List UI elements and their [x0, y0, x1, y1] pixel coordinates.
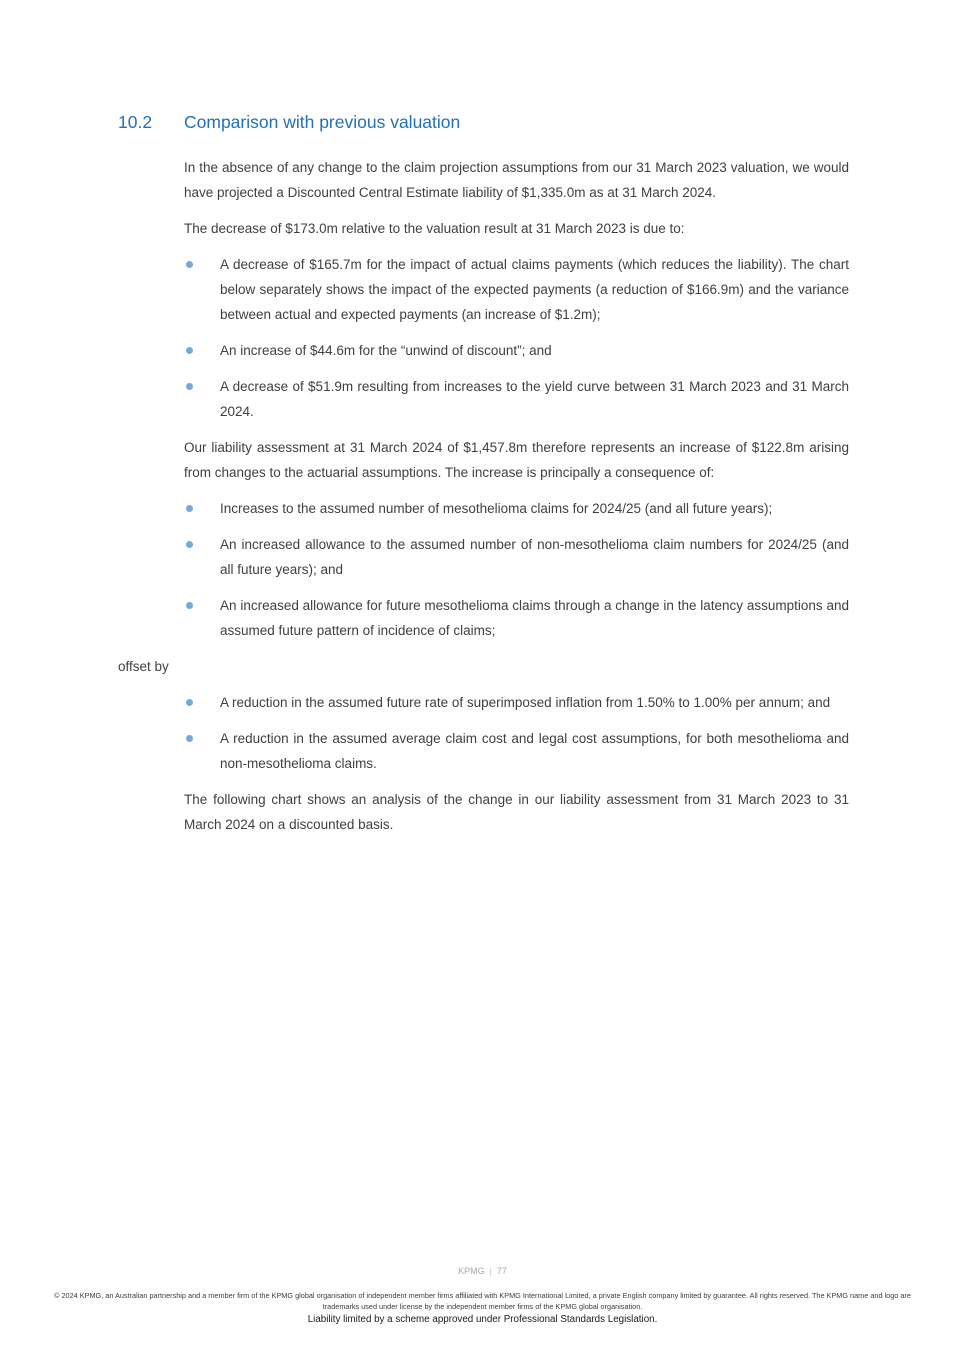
bullet-list-increase [184, 496, 849, 643]
bullet-item [184, 726, 849, 776]
bullet-text: A reduction in the assumed future rate of superimposed inflation from 1.50% to 1.00% per annum; and [220, 695, 831, 710]
bullet-list-decrease [184, 252, 849, 424]
footer-page-line [0, 1266, 965, 1276]
section-heading [118, 110, 849, 134]
bullet-text: An increased allowance to the assumed number of non-mesothelioma claim numbers for 2024/25 (and all future years); and [220, 537, 849, 577]
bullet-item [184, 496, 849, 521]
bullet-dot-icon [184, 252, 220, 327]
bullet-text: A reduction in the assumed average claim cost and legal cost assumptions, for both mesothelioma and non-mesothelioma claims. [220, 731, 849, 771]
paragraph-liability-assessment: Our liability assessment at 31 March 2024 of $1,457.8m therefore represents an increase of $122.8m arising from changes to the actuarial assumptions. The increase is principally a consequence of: [184, 440, 849, 480]
bullet-list-offset [184, 690, 849, 776]
bullet-item [184, 690, 849, 715]
paragraph-closing: The following chart shows an analysis of the change in our liability assessment from 31 March 2023 to 31 March 2024 on a discounted basis. [184, 792, 849, 832]
bullet-text: An increased allowance for future mesothelioma claims through a change in the latency assumptions and assumed future pattern of incidence of claims; [220, 598, 849, 638]
bullet-item [184, 374, 849, 424]
footer-liability-note: Liability limited by a scheme approved under Professional Standards Legislation. [307, 1314, 658, 1325]
bullet-item [184, 532, 849, 582]
bullet-text: An increase of $44.6m for the “unwind of discount”; and [220, 343, 552, 358]
bullet-text: A decrease of $165.7m for the impact of actual claims payments (which reduces the liability). The chart below separately shows the impact of the expected payments (a reduction of $166.9m) and the variance between actual and expected payments (an increase of $1.2m); [220, 257, 849, 322]
footer-page-number: 77 [496, 1266, 507, 1276]
paragraph-offset: offset by [118, 659, 169, 674]
bullet-dot-icon [184, 726, 220, 776]
bullet-dot-icon [184, 374, 220, 424]
bullet-item [184, 593, 849, 643]
bullet-item [184, 252, 849, 327]
bullet-dot-icon [184, 338, 220, 363]
bullet-dot-icon [184, 532, 220, 582]
bullet-dot-icon [184, 690, 220, 715]
section-title: Comparison with previous valuation [184, 112, 461, 132]
paragraph-decrease-lead: The decrease of $173.0m relative to the valuation result at 31 March 2023 is due to: [184, 221, 685, 236]
footer-separator: | [489, 1266, 492, 1276]
body-column [118, 155, 849, 837]
bullet-item [184, 338, 849, 363]
page-content [118, 110, 849, 848]
bullet-dot-icon [184, 593, 220, 643]
section-number: 10.2 [118, 112, 153, 132]
bullet-dot-icon [184, 496, 220, 521]
footer-disclaimer: © 2024 KPMG, an Australian partnership and a member firm of the KPMG global organisation of independent member firms affiliated with KPMG International Limited, a private English company limited by guarantee. All rights reserved. The KPMG name and logo are trademarks used under license by the independent member firms of the KPMG global organisation. [54, 1291, 911, 1311]
paragraph-intro: In the absence of any change to the claim projection assumptions from our 31 March 2023 valuation, we would have projected a Discounted Central Estimate liability of $1,335.0m as at 31 March 2024. [184, 160, 849, 200]
bullet-text: Increases to the assumed number of mesothelioma claims for 2024/25 (and all future years); [220, 501, 773, 516]
bullet-text: A decrease of $51.9m resulting from increases to the yield curve between 31 March 2023 and 31 March 2024. [220, 379, 849, 419]
footer-brand: KPMG [458, 1266, 485, 1276]
